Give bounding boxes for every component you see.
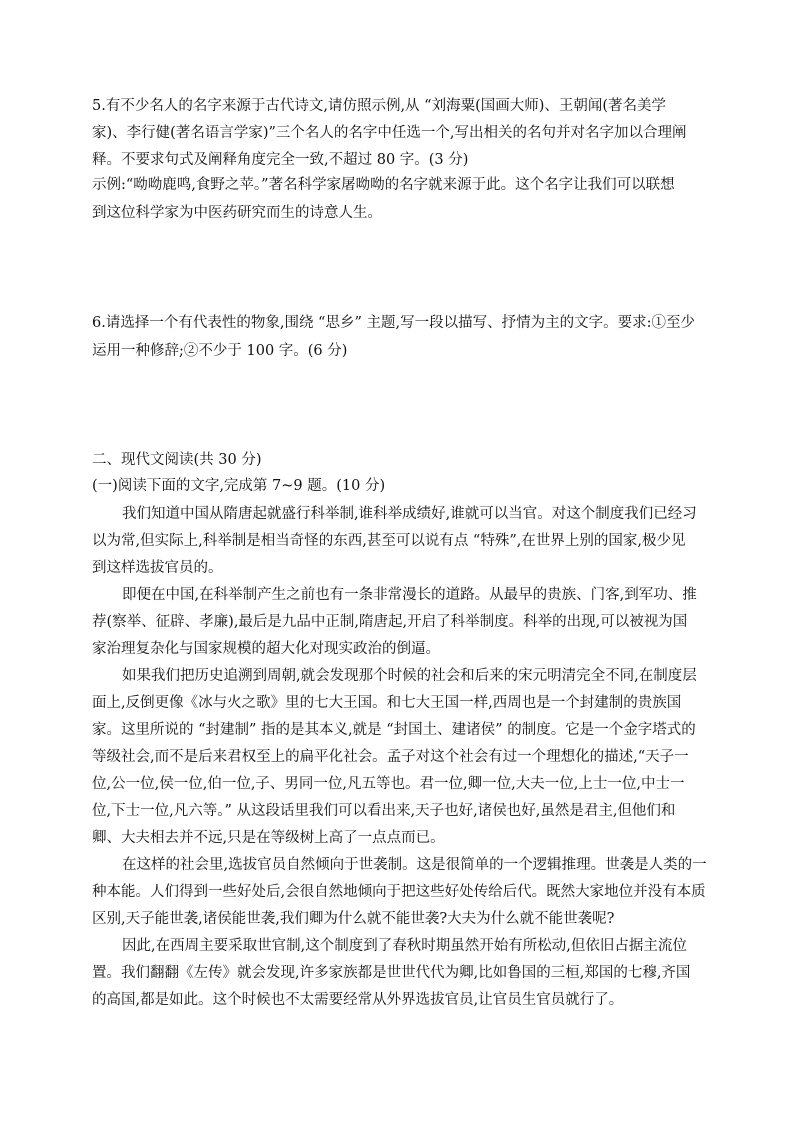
q5-line-1: 5.有不少名人的名字来源于古代诗文,请仿照示例,从 “刘海粟(国画大师)、王朝闻(著名美学: [92, 98, 667, 114]
passage-line: 面上,反倒更像《冰与火之歌》里的七大王国。和七大王国一样,西周也是一个封建制的贵族国: [92, 695, 682, 711]
passage-line: 卿、大夫相去并不远,只是在等级树上高了一点点而已。: [92, 830, 445, 846]
passage-line: 我们知道中国从隋唐起就盛行科举制,谁科举成绩好,谁就可以当官。对这个制度我们已经习: [122, 506, 697, 522]
section-subtitle: (一)阅读下面的文字,完成第 7~9 题。(10 分): [92, 478, 386, 494]
passage-line: 在这样的社会里,选拔官员自然倾向于世袭制。这是很简单的一个逻辑推理。世袭是人类的一: [122, 857, 707, 873]
passage-line: 区别,天子能世袭,诸侯能世袭,我们卿为什么就不能世袭?大夫为什么就不能世袭呢?: [92, 911, 615, 927]
passage-line: 家。这里所说的 “封建制” 指的是其本义,就是 “封国土、建诸侯” 的制度。它是一个金字塔式的: [92, 722, 696, 738]
passage-line: 置。我们翻翻《左传》就会发现,许多家族都是世世代代为卿,比如鲁国的三桓,郑国的七穆,齐国: [92, 965, 691, 981]
passage-line: 荐(察举、征辟、孝廉),最后是九品中正制,隋唐起,开启了科举制度。科举的出现,可以被视为国: [92, 614, 688, 630]
passage-line: 以为常,但实际上,科举制是相当奇怪的东西,甚至可以说有点 “特殊”,在世界上别的国家,极少见: [92, 533, 686, 549]
q6-line-2: 运用一种修辞;②不少于 100 字。(6 分): [92, 343, 348, 359]
q5-example-line-1: 示例:“呦呦鹿鸣,食野之苹。”著名科学家屠呦呦的名字就来源于此。这个名字让我们可以联想: [92, 177, 675, 193]
passage-line: 等级社会,而不是后来君权至上的扁平化社会。孟子对这个社会有过一个理想化的描述,“天子一: [92, 749, 689, 765]
q5-line-2: 家)、李行健(著名语言学家)”三个名人的名字中任选一个,写出相关的名句并对名字加以合理阐: [92, 125, 687, 141]
passage-line: 的高国,都是如此。这个时候也不太需要经常从外界选拔官员,让官员生官员就行了。: [92, 992, 624, 1008]
passage-line: 种本能。人们得到一些好处后,会很自然地倾向于把这些好处传给后代。既然大家地位并没有本质: [92, 884, 706, 900]
passage-line: 即便在中国,在科举制产生之前也有一条非常漫长的道路。从最早的贵族、门客,到军功、推: [122, 587, 697, 603]
q6-line-1: 6.请选择一个有代表性的物象,围绕 “思乡” 主题,写一段以描写、抒情为主的文字。要求:①至少: [92, 315, 695, 331]
passage-line: 到这样选拔官员的。: [92, 560, 223, 576]
passage-line: 家治理复杂化与国家规模的超大化对现实政治的倒逼。: [92, 641, 440, 657]
passage-line: 因此,在西周主要采取世官制,这个制度到了春秋时期虽然开始有所松动,但依旧占据主流位: [122, 938, 687, 954]
q5-line-3: 释。不要求句式及阐释角度完全一致,不超过 80 字。(3 分): [92, 152, 469, 168]
passage-line: 如果我们把历史追溯到周朝,就会发现那个时候的社会和后来的宋元明清完全不同,在制度层: [122, 668, 697, 684]
passage-line: 位,下士一位,凡六等。” 从这段话里我们可以看出来,天子也好,诸侯也好,虽然是君主,但他们和: [92, 803, 676, 819]
passage-line: 位,公一位,侯一位,伯一位,子、男同一位,凡五等也。君一位,卿一位,大夫一位,上士一位,中士一: [92, 776, 685, 792]
section-title: 二、现代文阅读(共 30 分): [92, 452, 262, 468]
q5-example-line-2: 到这位科学家为中医药研究而生的诗意人生。: [92, 205, 382, 221]
